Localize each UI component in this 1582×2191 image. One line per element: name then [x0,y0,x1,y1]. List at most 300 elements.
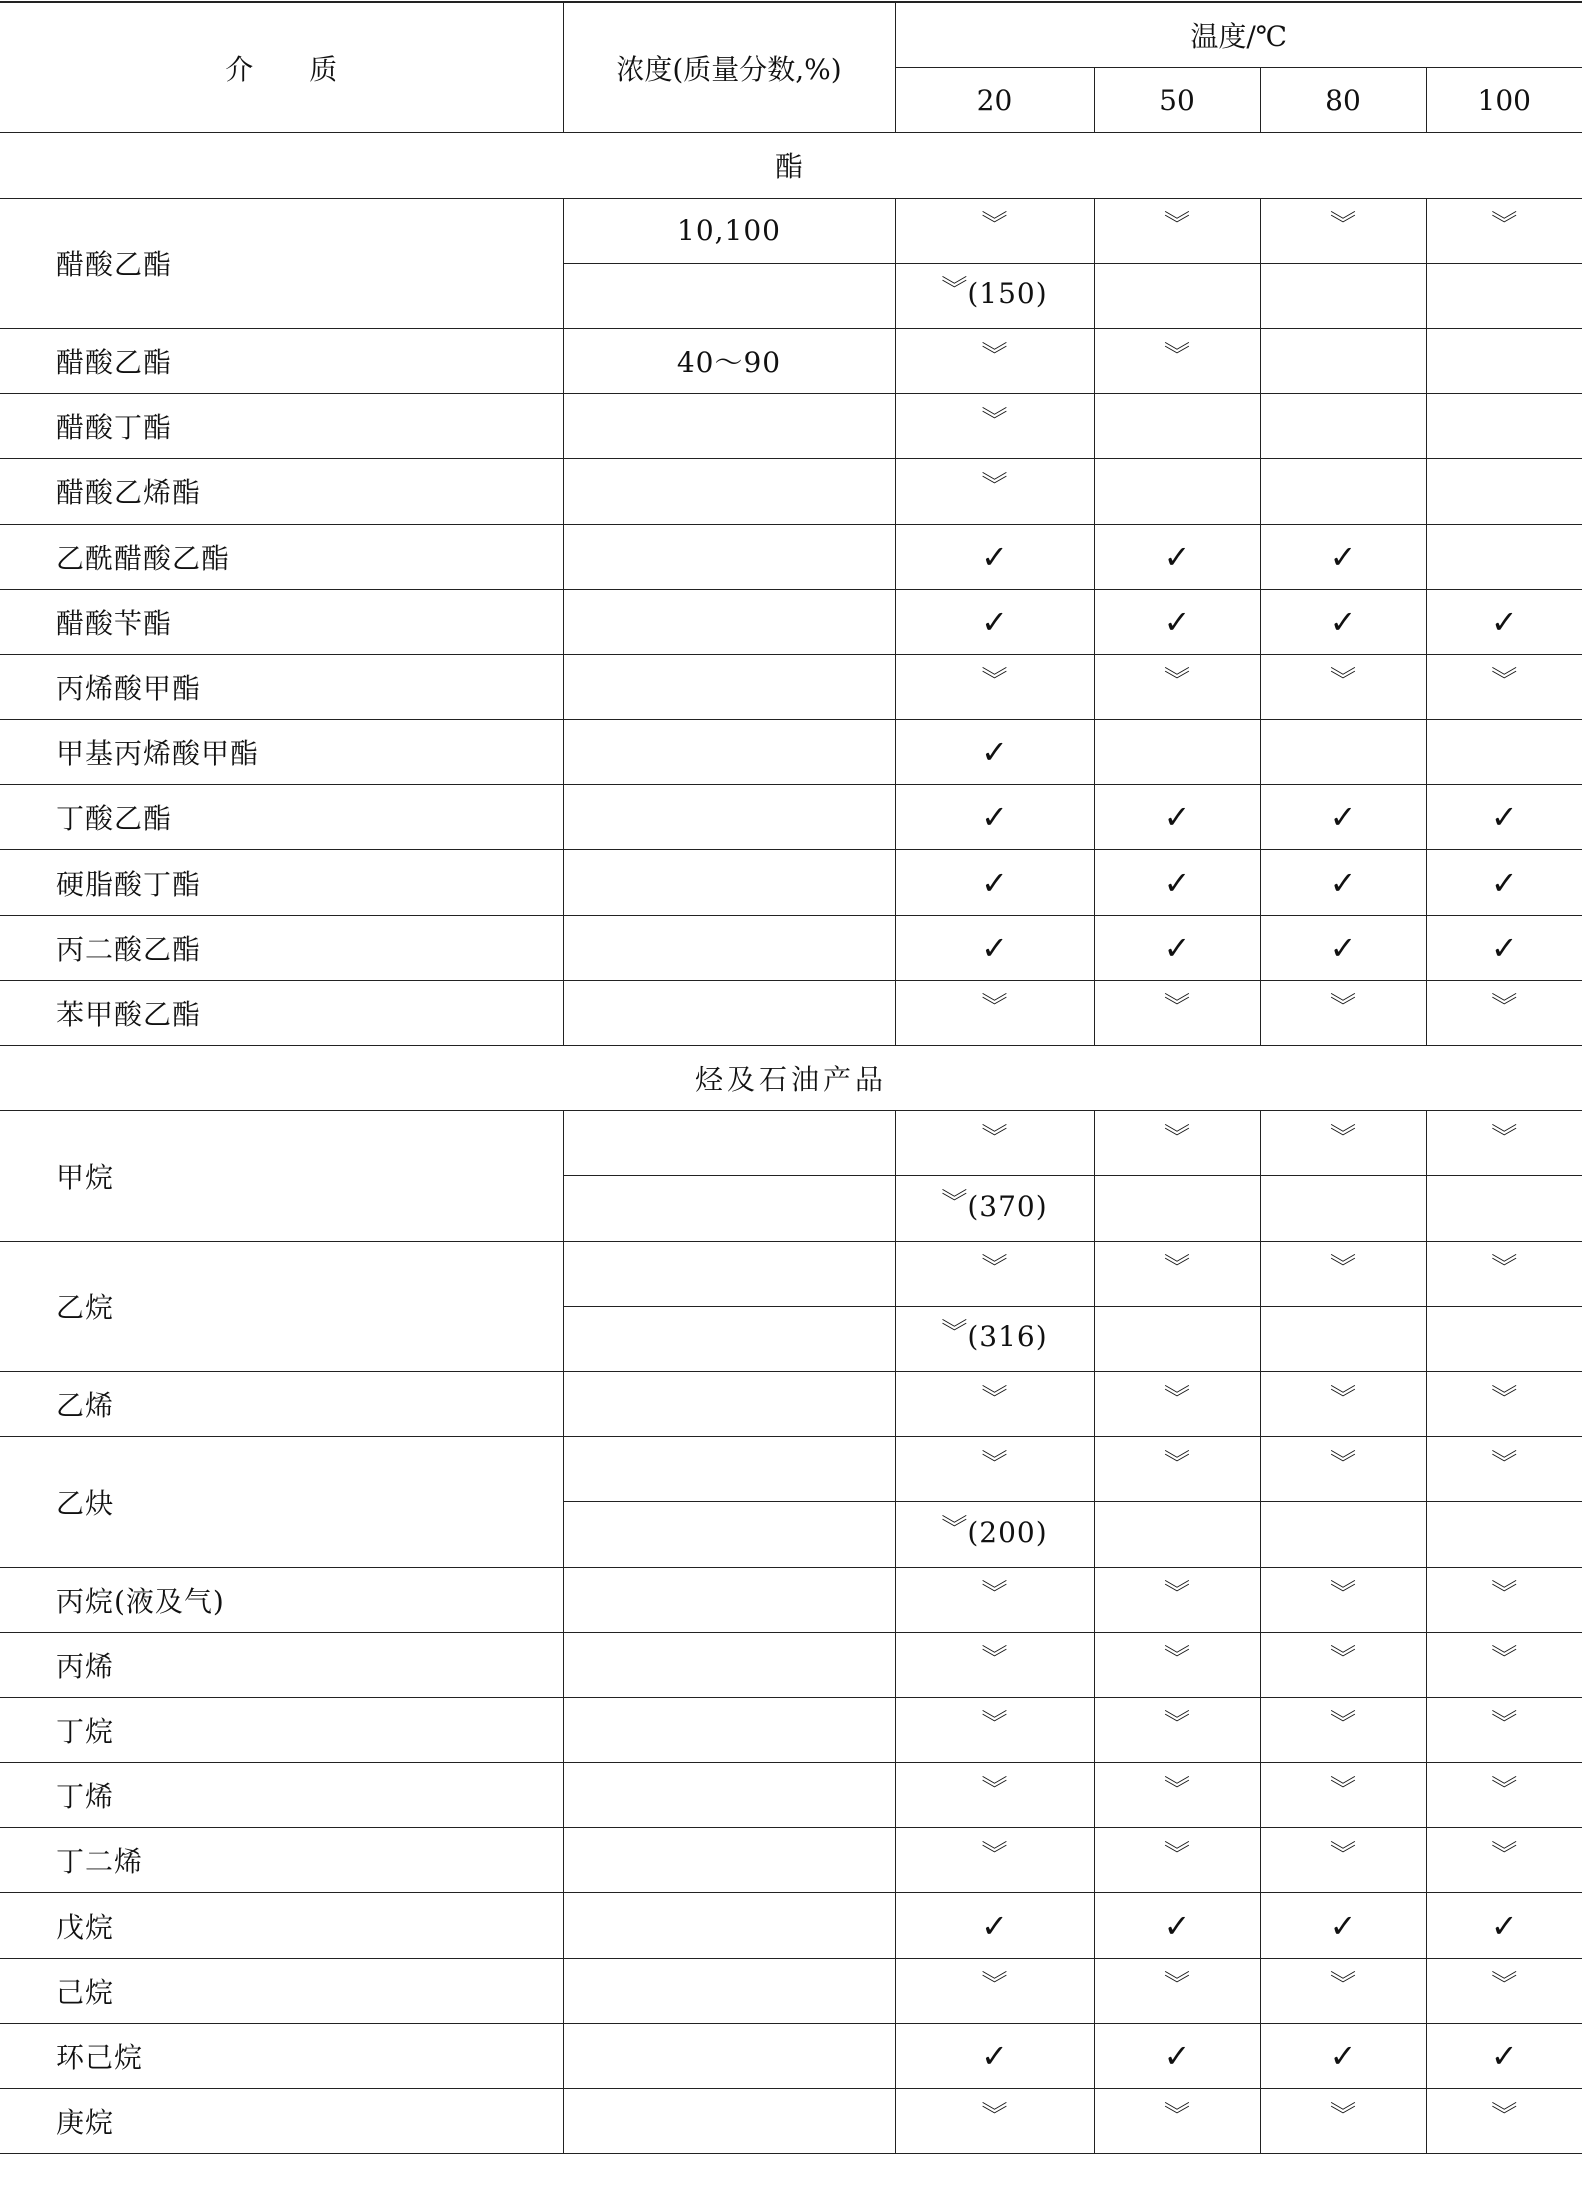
resistant-icon: ︾ [1329,1448,1356,1479]
temp-cell [895,785,1094,850]
temp-cell [1260,1958,1426,2023]
temp-cell [1260,2089,1426,2154]
section-row [0,133,1582,198]
concentration-cell [563,1371,895,1436]
temp-cell [895,1567,1094,1632]
resistant-icon: ︾ [981,1970,1008,2001]
resistant-icon: ︾ [1491,1122,1518,1153]
temp-cell [1094,524,1260,589]
resistant-icon: ︾ [1329,2100,1356,2131]
temp-cell [1426,263,1582,328]
table-body [0,133,1582,2154]
concentration-cell [563,1176,895,1241]
temp-cell [1260,720,1426,785]
concentration-cell [563,1306,895,1371]
temp-cell [895,1828,1094,1893]
table-row [0,1893,1582,1958]
medium-cell: 醋酸丁酯 [0,394,563,459]
temp-cell [1094,263,1260,328]
table-row [0,1697,1582,1762]
temp-cell [1094,980,1260,1045]
temp-cell [895,1306,1094,1371]
resistant-icon: ︾ [1163,1579,1190,1610]
concentration-cell [563,915,895,980]
medium-cell: 醋酸苄酯 [0,589,563,654]
resistant-icon: ︾ [1163,1253,1190,1284]
temp-cell [1094,1828,1260,1893]
temp-cell [1094,1371,1260,1436]
check-icon: ✓ [1490,602,1518,641]
table-row [0,654,1582,719]
table-row [0,850,1582,915]
check-icon: ✓ [1329,863,1357,902]
resistant-icon: ︾ [1329,210,1356,241]
temp-cell [1260,1567,1426,1632]
table-row [0,589,1582,654]
resistant-icon: ︾ [1491,1774,1518,1805]
temperature-limit-note: (370) [967,1189,1048,1223]
resistant-icon: ︾ [981,1448,1008,1479]
temp-cell [1094,1763,1260,1828]
temp-cell [1094,654,1260,719]
temp-cell [1094,1502,1260,1567]
temp-cell [1260,915,1426,980]
temp-cell [1260,328,1426,393]
table-row [0,394,1582,459]
concentration-cell [563,1893,895,1958]
concentration-cell [563,524,895,589]
temp-cell [1426,1763,1582,1828]
resistant-icon: ︾ [981,470,1008,501]
check-icon: ✓ [981,2036,1008,2075]
resistant-icon: ︾ [981,992,1008,1023]
temp-cell [1260,1632,1426,1697]
resistant-icon: ︾ [981,1383,1008,1414]
section-title: 烃及石油产品 [0,1046,1582,1111]
temp-cell [895,1437,1094,1502]
resistant-icon: ︾ [1163,1839,1190,1870]
temp-cell [1260,980,1426,1045]
medium-cell: 丁酸乙酯 [0,785,563,850]
temp-cell [1426,2023,1582,2088]
concentration-cell [563,1241,895,1306]
resistant-icon: ︾ [1163,1774,1190,1805]
table-row [0,1828,1582,1893]
medium-cell: 甲烷 [0,1111,563,1241]
resistant-icon: ︾ [1491,1970,1518,2001]
temp-cell [1426,394,1582,459]
temp-cell [1426,1111,1582,1176]
concentration-cell: 40～90 [563,328,895,393]
check-icon: ✓ [1329,2036,1357,2075]
medium-cell: 乙炔 [0,1437,563,1567]
resistant-icon: ︾ [1491,666,1518,697]
temp-cell [895,589,1094,654]
medium-cell: 醋酸乙酯 [0,198,563,328]
temp-cell [1426,980,1582,1045]
temp-cell [1260,394,1426,459]
medium-cell: 丙烯 [0,1632,563,1697]
medium-cell: 乙烷 [0,1241,563,1371]
concentration-cell [563,459,895,524]
temp-cell [1094,1893,1260,1958]
table-row [0,1958,1582,2023]
resistant-icon: ︾ [981,666,1008,697]
temp-cell [1426,198,1582,263]
temp-cell [1094,198,1260,263]
temp-cell [895,1697,1094,1762]
resistant-icon: ︾ [981,1122,1008,1153]
concentration-cell: 10,100 [563,198,895,263]
temp-cell [1260,459,1426,524]
temp-cell [1094,915,1260,980]
table-row [0,720,1582,785]
temp-cell [895,1958,1094,2023]
resistant-icon: ︾ [1163,210,1190,241]
resistant-icon: ︾ [1329,1383,1356,1414]
check-icon: ✓ [981,1906,1008,1945]
concentration-cell [563,2023,895,2088]
medium-cell: 丙烷(液及气) [0,1567,563,1632]
resistant-icon: ︾ [981,1709,1008,1740]
temp-cell [1260,263,1426,328]
temp-cell [1094,720,1260,785]
resistant-icon: ︾ [1163,340,1190,371]
check-icon: ✓ [1163,2036,1191,2075]
resistant-icon: ︾ [1491,1644,1518,1675]
table-row [0,1763,1582,1828]
resistant-icon: ︾ [981,405,1008,436]
concentration-cell [563,2089,895,2154]
resistant-icon: ︾ [1491,1709,1518,1740]
temp-cell [1426,524,1582,589]
table-row [0,785,1582,850]
table-row [0,2023,1582,2088]
medium-cell: 醋酸乙烯酯 [0,459,563,524]
table-row [0,328,1582,393]
check-icon: ✓ [1163,798,1191,837]
temp-cell [1260,1437,1426,1502]
temp-cell [1426,589,1582,654]
temp-cell [895,980,1094,1045]
temp-cell [895,915,1094,980]
temp-cell [895,850,1094,915]
check-icon: ✓ [1163,1906,1191,1945]
check-icon: ✓ [1329,537,1357,576]
temp-cell [895,394,1094,459]
resistant-icon: ︾ [1163,2100,1190,2131]
check-icon: ✓ [1490,1906,1518,1945]
table-row [0,1632,1582,1697]
check-icon: ✓ [1329,928,1357,967]
header-temp-80: 80 [1260,68,1426,133]
resistant-icon: ︾ [1329,1579,1356,1610]
temp-cell [1260,1828,1426,1893]
temp-cell [1094,785,1260,850]
temp-cell [1260,198,1426,263]
temp-cell [1260,850,1426,915]
table-row [0,1371,1582,1436]
check-icon: ✓ [1163,602,1191,641]
check-icon: ✓ [1490,2036,1518,2075]
resistant-icon: ︾ [981,1774,1008,1805]
medium-cell: 丁烷 [0,1697,563,1762]
temp-cell [895,198,1094,263]
temp-cell [895,1241,1094,1306]
temp-cell [1260,1697,1426,1762]
resistant-icon: ︾ [1163,1383,1190,1414]
resistant-icon: ︾ [1329,1774,1356,1805]
temp-cell [1426,1697,1582,1762]
resistant-icon: ︾ [981,340,1008,371]
temp-cell [895,720,1094,785]
temp-cell [1094,459,1260,524]
resistant-icon: ︾ [1163,666,1190,697]
medium-cell: 庚烷 [0,2089,563,2154]
concentration-cell [563,1763,895,1828]
check-icon: ✓ [1329,602,1357,641]
table-row [0,1567,1582,1632]
temp-cell [1426,1632,1582,1697]
resistant-icon: ︾ [981,1644,1008,1675]
concentration-cell [563,1437,895,1502]
resistant-icon: ︾ [1329,1644,1356,1675]
concentration-cell [563,720,895,785]
resistant-icon: ︾ [941,275,968,306]
temp-cell [1260,785,1426,850]
resistant-icon: ︾ [1491,1448,1518,1479]
check-icon: ✓ [981,863,1008,902]
temp-cell [1426,1828,1582,1893]
concentration-cell [563,980,895,1045]
temp-cell [1426,1893,1582,1958]
medium-cell: 甲基丙烯酸甲酯 [0,720,563,785]
temperature-limit-note: (200) [967,1515,1048,1549]
resistant-icon: ︾ [1491,1383,1518,1414]
resistant-icon: ︾ [981,1579,1008,1610]
medium-cell: 丙烯酸甲酯 [0,654,563,719]
concentration-cell [563,1958,895,2023]
table-row [0,2089,1582,2154]
temp-cell [895,2089,1094,2154]
concentration-cell [563,654,895,719]
temp-cell [1094,394,1260,459]
temp-cell [1260,1893,1426,1958]
concentration-cell [563,394,895,459]
temp-cell [1094,1567,1260,1632]
table-row [0,459,1582,524]
check-icon: ✓ [1490,863,1518,902]
temp-cell [895,1763,1094,1828]
table-row [0,1437,1582,1502]
header-temp-100: 100 [1426,68,1582,133]
temp-cell [1426,1567,1582,1632]
resistant-icon: ︾ [1329,666,1356,697]
resistant-icon: ︾ [1163,1644,1190,1675]
temp-cell [1260,589,1426,654]
check-icon: ✓ [1490,798,1518,837]
table-row [0,524,1582,589]
temp-cell [895,1632,1094,1697]
resistant-icon: ︾ [981,2100,1008,2131]
concentration-cell [563,1697,895,1762]
medium-cell: 乙酰醋酸乙酯 [0,524,563,589]
temp-cell [1426,2089,1582,2154]
temp-cell [895,524,1094,589]
resistant-icon: ︾ [1491,210,1518,241]
resistant-icon: ︾ [1329,992,1356,1023]
temperature-limit-note: (150) [967,277,1048,311]
temp-cell [1094,328,1260,393]
medium-cell: 乙烯 [0,1371,563,1436]
concentration-cell [563,785,895,850]
resistant-icon: ︾ [981,1839,1008,1870]
resistant-icon: ︾ [1163,1709,1190,1740]
check-icon: ✓ [1163,537,1191,576]
table-header [0,2,1582,133]
temp-cell [1260,1176,1426,1241]
temp-cell [895,2023,1094,2088]
temp-cell [1260,1111,1426,1176]
temp-cell [1094,1306,1260,1371]
temp-cell [1260,524,1426,589]
temp-cell [1426,785,1582,850]
resistant-icon: ︾ [1491,1253,1518,1284]
temp-cell [1426,1437,1582,1502]
resistant-icon: ︾ [1329,1122,1356,1153]
table-row [0,1241,1582,1306]
concentration-cell [563,263,895,328]
medium-cell: 丙二酸乙酯 [0,915,563,980]
concentration-cell [563,1828,895,1893]
resistant-icon: ︾ [1163,992,1190,1023]
temp-cell [1260,1241,1426,1306]
header-concentration: 浓度(质量分数,%) [563,2,895,133]
section-row [0,1046,1582,1111]
check-icon: ✓ [1329,798,1357,837]
temp-cell [1260,654,1426,719]
temp-cell [1094,1111,1260,1176]
temp-cell [1094,1241,1260,1306]
concentration-cell [563,1632,895,1697]
temp-cell [1094,1437,1260,1502]
medium-cell: 环己烷 [0,2023,563,2088]
medium-cell: 己烷 [0,1958,563,2023]
table-row [0,198,1582,263]
resistant-icon: ︾ [941,1318,968,1349]
temp-cell [1260,1763,1426,1828]
temperature-limit-note: (316) [967,1320,1048,1354]
temp-cell [895,1893,1094,1958]
temp-cell [1260,2023,1426,2088]
check-icon: ✓ [1163,863,1191,902]
temp-cell [1426,1502,1582,1567]
temp-cell [895,263,1094,328]
temp-cell [895,328,1094,393]
temp-cell [1094,1958,1260,2023]
resistant-icon: ︾ [1491,1839,1518,1870]
header-medium: 介 质 [0,2,563,133]
temp-cell [895,1111,1094,1176]
resistant-icon: ︾ [1329,1709,1356,1740]
resistant-icon: ︾ [941,1513,968,1544]
temp-cell [1260,1502,1426,1567]
concentration-cell [563,1567,895,1632]
temp-cell [1426,1371,1582,1436]
medium-cell: 醋酸乙酯 [0,328,563,393]
temp-cell [895,1502,1094,1567]
temp-cell [1094,1697,1260,1762]
resistant-icon: ︾ [981,1253,1008,1284]
header-temperature: 温度/℃ [895,2,1582,68]
resistant-icon: ︾ [1329,1970,1356,2001]
temp-cell [1426,1306,1582,1371]
temp-cell [1094,850,1260,915]
temp-cell [1426,915,1582,980]
medium-cell: 苯甲酸乙酯 [0,980,563,1045]
temp-cell [1094,1176,1260,1241]
medium-cell: 丁烯 [0,1763,563,1828]
table-row [0,980,1582,1045]
medium-cell: 戊烷 [0,1893,563,1958]
check-icon: ✓ [981,928,1008,967]
temp-cell [1426,654,1582,719]
header-temp-50: 50 [1094,68,1260,133]
resistant-icon: ︾ [1329,1839,1356,1870]
temp-cell [1260,1306,1426,1371]
resistant-icon: ︾ [1491,2100,1518,2131]
temp-cell [1094,2023,1260,2088]
resistant-icon: ︾ [1163,1970,1190,2001]
check-icon: ✓ [981,537,1008,576]
resistant-icon: ︾ [1163,1448,1190,1479]
check-icon: ✓ [1490,928,1518,967]
concentration-cell [563,1111,895,1176]
temp-cell [895,1176,1094,1241]
temp-cell [1094,589,1260,654]
concentration-cell [563,589,895,654]
temp-cell [1094,2089,1260,2154]
table-row [0,915,1582,980]
resistant-icon: ︾ [941,1187,968,1218]
medium-cell: 硬脂酸丁酯 [0,850,563,915]
temp-cell [1260,1371,1426,1436]
temp-cell [895,459,1094,524]
concentration-cell [563,850,895,915]
temp-cell [1426,328,1582,393]
temp-cell [1426,1958,1582,2023]
resistant-icon: ︾ [1329,1253,1356,1284]
table-row [0,1111,1582,1176]
medium-cell: 丁二烯 [0,1828,563,1893]
check-icon: ✓ [981,798,1008,837]
check-icon: ✓ [981,733,1008,772]
temp-cell [1426,1176,1582,1241]
temp-cell [1426,1241,1582,1306]
concentration-cell [563,1502,895,1567]
temp-cell [895,654,1094,719]
resistant-icon: ︾ [1491,1579,1518,1610]
check-icon: ✓ [1163,928,1191,967]
temp-cell [895,1371,1094,1436]
header-temp-20: 20 [895,68,1094,133]
temp-cell [1426,459,1582,524]
temp-cell [1426,720,1582,785]
resistant-icon: ︾ [1491,992,1518,1023]
section-title: 酯 [0,133,1582,198]
check-icon: ✓ [981,602,1008,641]
resistant-icon: ︾ [1163,1122,1190,1153]
